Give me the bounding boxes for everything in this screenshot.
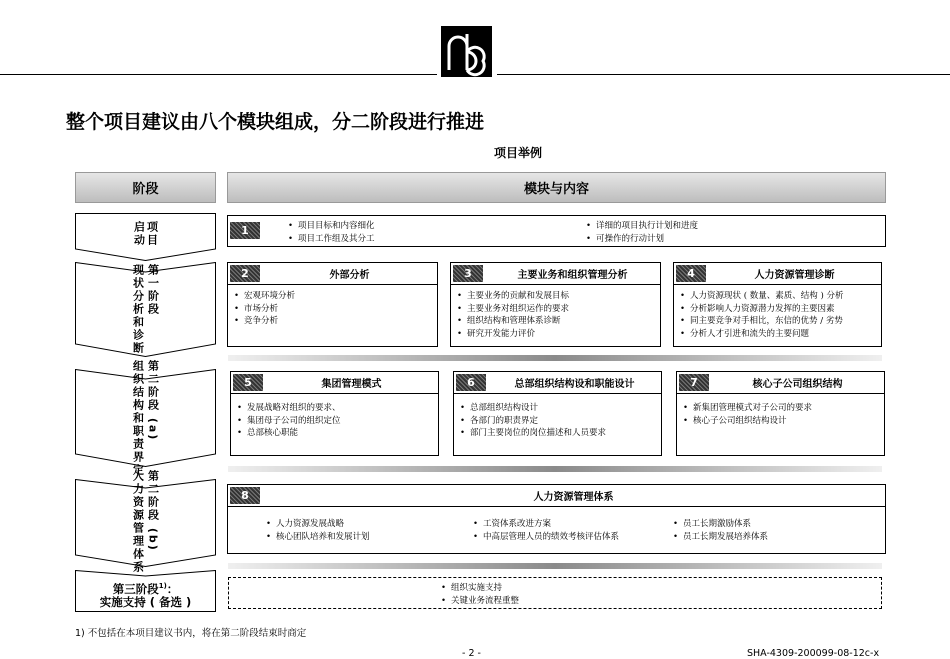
list-item: • 总部组织结构设计 [460,402,661,415]
list-item: • 市场分析 [234,303,437,316]
document-code: SHA-4309-200099-08-12c-x [747,648,880,659]
list-item: • 人力资源现状 ( 数量、素质、结构 ) 分析 [680,290,881,303]
page-title: 整个项目建议由八个模块组成，分二阶段进行推进 [66,111,485,133]
module-number: 3 [453,265,483,282]
stage-header [75,172,216,203]
phase-3-optional-box [228,577,882,609]
module-3-business-org-analysis [450,262,661,347]
content-header [227,172,886,203]
list-item: • 人力资源发展战略 [266,518,370,531]
list-item: • 主要业务的贡献和发展目标 [457,290,660,303]
list-item: • 详细的项目执行计划和进度 [586,220,698,233]
module-title: 人力资源管理诊断 [754,270,835,281]
stage-name: 人力资源管理体系 [131,470,145,574]
module-6-hq-org-design [453,371,662,456]
list-item: • 竞争分析 [234,315,437,328]
list-item: • 员工长期激励体系 [673,518,768,531]
separator-bar [228,563,882,569]
stage-name: 现状分析和诊断 [131,263,145,355]
list-item: • 员工长期发展培养体系 [673,531,768,544]
stage-name: 组织结构和职责界定 [131,359,145,477]
content-header-label: 模块与内容 [523,182,589,197]
list-item: • 集团母子公司的组织定位 [237,415,438,428]
top-rule-right [497,74,950,75]
list-item: • 项目工作组及其分工 [288,233,375,246]
stage-phase-label: 第一阶段 [146,263,160,316]
list-item: • 主要业务对组织运作的要求 [457,303,660,316]
list-item: • 中高层管理人员的绩效考核评估体系 [473,531,619,544]
stage-phase-label: 第二阶段 (b) [146,470,160,552]
list-item: • 关键业务流程重整 [441,595,519,608]
stage-phase-1 [75,262,216,357]
page-number: - 2 - [462,648,481,659]
module-7-subsidiary-org [676,371,885,456]
separator-bar [228,355,882,361]
list-item: • 同主要竞争对手相比，东信的优势 / 劣势 [680,315,881,328]
module-title: 外部分析 [329,270,370,281]
stage-phase-2a [75,359,216,477]
footnote: 1) 不包括在本项目建议书内，将在第二阶段结束时商定 [75,628,307,639]
stage-phase-suffix: ： [166,581,179,596]
module-title: 核心子公司组织结构 [752,379,843,390]
list-item: • 组织实施支持 [441,582,519,595]
page-subtitle: 项目举例 [494,146,543,160]
separator-bar [228,466,882,472]
module-number: 1 [230,222,260,239]
module-1-project-start [227,215,886,247]
list-item: • 发展战略对组织的要求、 [237,402,438,415]
module-8-hr-system [227,484,886,554]
stage-phase-label: 第三阶段 [112,581,159,596]
stage-phase-3 [75,570,216,612]
list-item: • 分析影响人力资源潜力发挥的主要因素 [680,303,881,316]
footnote-marker: 1) [158,581,167,590]
module-title: 总部组织结构设和职能设计 [514,379,635,390]
module-title: 集团管理模式 [321,379,382,390]
list-item: • 新集团管理模式对子公司的要求 [683,402,884,415]
stage-header-label: 阶段 [132,182,159,197]
list-item: • 组织结构和管理体系诊断 [457,315,660,328]
module-number: 2 [230,265,260,282]
list-item: • 研究开发能力评价 [457,328,660,341]
list-item: • 核心子公司组织结构设计 [683,415,884,428]
module-number: 4 [676,265,706,282]
module-number: 6 [456,374,486,391]
stage-name: 实施支持 ( 备选 ) [99,595,192,610]
list-item: • 可操作的行动计划 [586,233,698,246]
list-item: • 部门主要岗位的岗位描述和人员要求 [460,427,661,440]
module-number: 7 [679,374,709,391]
module-title: 主要业务和组织管理分析 [517,270,628,281]
module-title: 人力资源管理体系 [533,492,614,503]
list-item: • 项目目标和内容细化 [288,220,375,233]
stage-name: 项目启动 [132,221,159,247]
list-item: • 工资体系改进方案 [473,518,619,531]
company-logo [441,26,492,77]
list-item: • 总部核心职能 [237,427,438,440]
list-item: • 核心团队培养和发展计划 [266,531,370,544]
list-item: • 宏观环境分析 [234,290,437,303]
stage-phase-2b [75,470,216,574]
stage-phase-label: 第二阶段 (a) [146,359,160,441]
module-5-group-management [230,371,439,456]
list-item: • 各部门的职责界定 [460,415,661,428]
module-number: 8 [230,487,260,504]
module-number: 5 [233,374,263,391]
list-item: • 分析人才引进和流失的主要问题 [680,328,881,341]
module-4-hr-diagnosis [673,262,882,347]
module-2-external-analysis [227,262,438,347]
top-rule-left [0,74,437,75]
stage-project-start [75,213,216,261]
